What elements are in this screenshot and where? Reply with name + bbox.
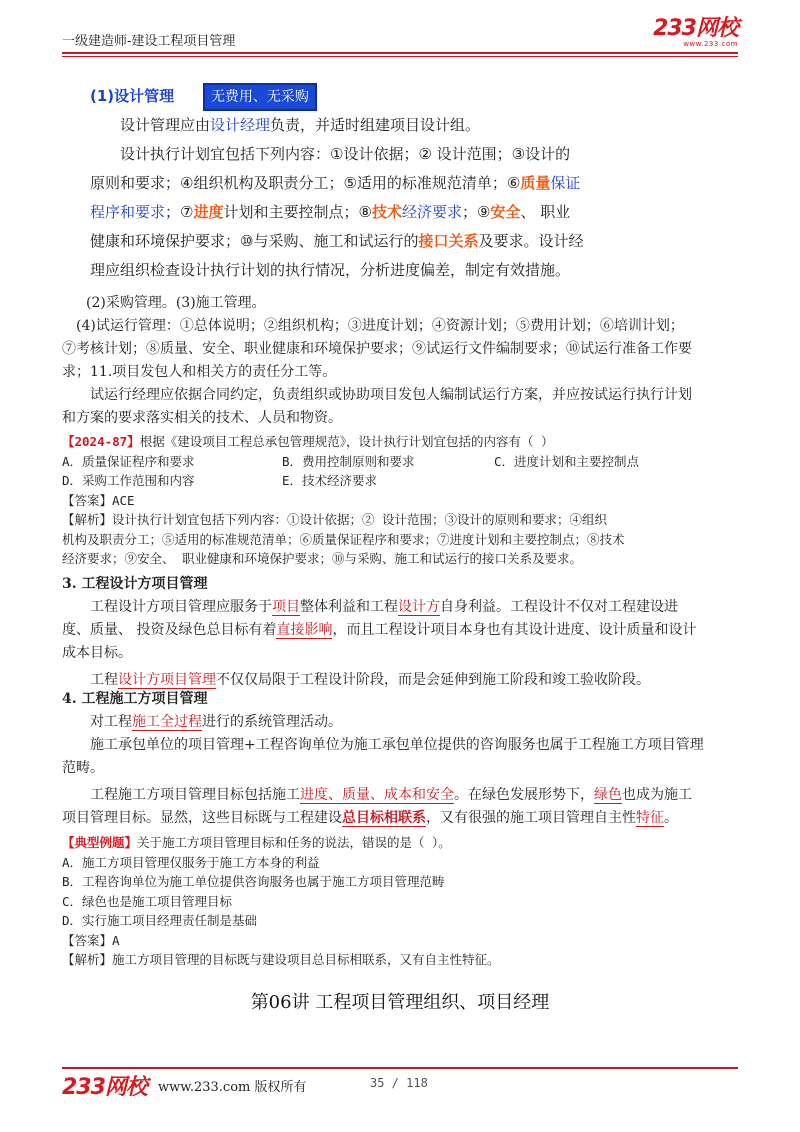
- option-d: D．采购工作范围和内容: [62, 473, 195, 488]
- design-party-para-1: 工程设计方项目管理应服务于项目整体利益和工程设计方自身利益。工程设计不仅对工程建设进: [90, 599, 678, 615]
- construction-party-heading: 4. 工程施工方项目管理: [62, 691, 208, 707]
- header-title: 一级建造师-建设工程项目管理: [62, 34, 236, 49]
- highlight-tag: 无费用、无采购: [203, 83, 317, 111]
- question-options-row-1: [62, 452, 738, 472]
- typical-example-question: [62, 833, 738, 970]
- option-a: A．质量保证程序和要求: [62, 453, 195, 469]
- design-para-1: 设计管理应由设计经理负责，并适时组建项目设计组。: [120, 116, 481, 134]
- brand-logo: [643, 18, 738, 48]
- design-party-heading: 3. 工程设计方项目管理: [62, 576, 208, 592]
- construction-party-para-3: 工程施工方项目管理目标包括施工进度、质量、成本和安全。在绿色发展形势下，绿色也成为施工: [90, 787, 692, 803]
- trial-run-line-1: (4)试运行管理：①总体说明；②组织机构；③进度计划；④资源计划；⑤费用计划；⑥培训计划；: [76, 318, 684, 334]
- example-option-c: C．绿色也是施工项目管理目标: [62, 893, 233, 909]
- design-party-para-1-line-3: 成本目标。: [62, 645, 132, 661]
- trial-manager-line-1: 试运行经理应依据合同约定，负责组织或协助项目发包人编制试运行方案，并应按试运行执行计划: [90, 387, 692, 403]
- question-stem-line: [62, 432, 738, 452]
- answer: 【答案】ACE: [62, 492, 135, 508]
- question-options-row-2: [62, 471, 738, 491]
- question-stem: 根据《建设项目工程总承包管理规范》，设计执行计划宜包括的内容有（ ）: [139, 434, 554, 449]
- design-heading: (1)设计管理: [90, 87, 175, 105]
- section-operation: [62, 292, 738, 430]
- design-manager-highlight: 设计经理: [210, 116, 271, 134]
- example-option-a: A．施工方项目管理仅服务于施工方本身的利益: [62, 854, 320, 870]
- design-plan-line-4: 健康和环境保护要求；⑩与采购、施工和试运行的接口关系及要求。设计经: [90, 232, 584, 250]
- logo-text: 233网校: [653, 16, 738, 41]
- example-analysis: 【解析】施工方项目管理的目标既与建设项目总目标相联系，又有自主性特征。: [62, 952, 500, 967]
- section-design-management: [90, 82, 738, 285]
- design-party-para-1-line-2: 度、质量、 投资及绿色总目标有着直接影响，而且工程设计项目本身也有其设计进度、设计质量和设计: [62, 622, 697, 638]
- example-stem: 关于施工方项目管理目标和任务的说法，错误的是（ ）。: [137, 835, 451, 850]
- analysis-line-2: 机构及职责分工；⑤适用的标准规范清单；⑥质量保证程序和要求；⑦进度计划和主要控制点；⑧技术: [62, 531, 625, 547]
- analysis-line-1: 【解析】设计执行计划宜包括下列内容：①设计依据；② 设计范围；③设计的原则和要求；④组织: [62, 512, 608, 527]
- design-plan-line-3: 程序和要求；⑦进度计划和主要控制点；⑧技术经济要求；⑨安全、 职业: [90, 203, 571, 221]
- construction-party-para-2-line-1: 施工承包单位的项目管理+工程咨询单位为施工承包单位提供的咨询服务也属于工程施工方项目管理: [90, 737, 704, 753]
- section-construction-party: [62, 688, 738, 830]
- example-option-b: B．工程咨询单位为施工单位提供咨询服务也属于施工方项目管理范畴: [62, 874, 445, 889]
- construction-party-para-1: 对工程施工全过程进行的系统管理活动。: [90, 714, 342, 730]
- design-plan-line-1: 设计执行计划宜包括下列内容：①设计依据；② 设计范围；③设计的: [120, 145, 571, 163]
- footer-logo: 233网校: [62, 1075, 147, 1100]
- section-design-party: [62, 573, 738, 692]
- exam-question-2024-87: [62, 432, 738, 569]
- trial-run-line-3: 求；11.项目发包人和相关方的责任分工等。: [62, 364, 337, 380]
- example-tag: 【典型例题】: [62, 835, 138, 850]
- example-stem-line: [62, 833, 738, 853]
- header-divider: [62, 52, 738, 54]
- analysis-line-3: 经济要求；⑨安全、 职业健康和环境保护要求；⑩与采购、施工和试运行的接口关系及要求。: [62, 551, 583, 566]
- design-plan-line-5: 理应组织检查设计执行计划的执行情况，分析进度偏差，制定有效措施。: [90, 261, 571, 279]
- lecture-title: 第06讲 工程项目管理组织、项目经理: [250, 992, 550, 1013]
- trial-run-line-2: ⑦考核计划；⑧质量、安全、职业健康和环境保护要求；⑨试运行文件编制要求；⑩试运行准备工作要: [62, 341, 692, 357]
- procurement-line: (2)采购管理。(3)施工管理。: [86, 295, 266, 311]
- design-heading-line: [90, 82, 738, 111]
- trial-manager-line-2: 和方案的要求落实相关的技术、人员和物资。: [62, 410, 342, 426]
- example-option-d: D．实行施工项目经理责任制是基础: [62, 913, 258, 928]
- example-answer: 【答案】A: [62, 932, 120, 948]
- option-b: B．费用控制原则和要求: [282, 453, 415, 469]
- option-e: E．技术经济要求: [282, 473, 378, 488]
- option-c: C．进度计划和主要控制点: [494, 453, 640, 469]
- design-plan-line-2: 原则和要求；④组织机构及职责分工；⑤适用的标准规范清单；⑥质量保证: [90, 174, 581, 192]
- construction-party-para-2-line-2: 范畴。: [62, 760, 104, 776]
- logo-url: www.233.com: [683, 40, 738, 48]
- footer-copyright: www.233.com 版权所有: [158, 1080, 307, 1095]
- design-party-para-2: 工程设计方项目管理不仅仅局限于工程设计阶段，而是会延伸到施工阶段和竣工验收阶段。: [90, 672, 650, 688]
- construction-party-para-3-line-2: 项目管理目标。显然，这些目标既与工程建设总目标相联系，又有很强的施工项目管理自主性特征。: [62, 810, 678, 826]
- footer-divider: [62, 1067, 738, 1069]
- header-divider-thin: [62, 56, 738, 57]
- page-number: 35 / 118: [370, 1076, 428, 1090]
- question-tag: 【2024-87】: [62, 434, 140, 449]
